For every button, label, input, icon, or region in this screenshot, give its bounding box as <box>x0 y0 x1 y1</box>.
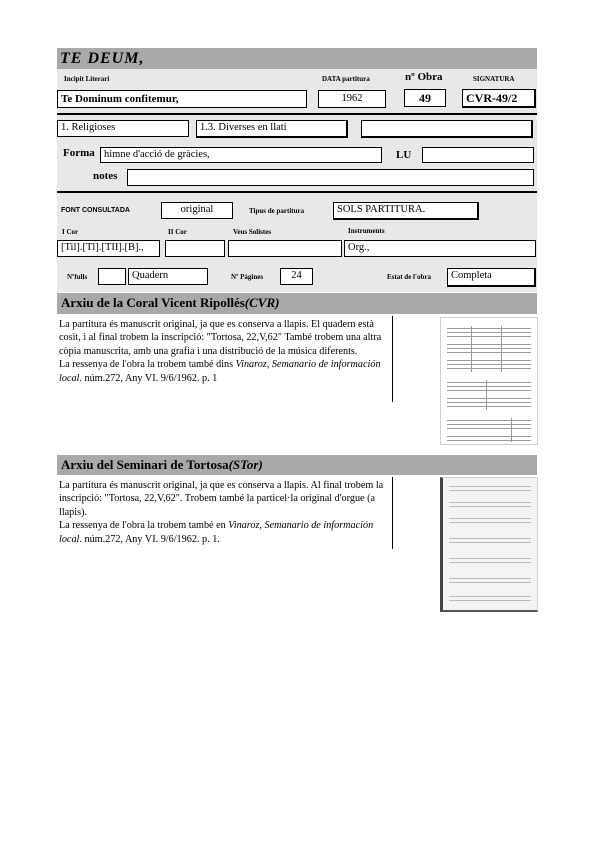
review-text: La ressenya de l'obra la trobem també en <box>59 520 229 532</box>
npagines-field[interactable]: 24 <box>280 268 313 285</box>
description-paragraph: La partitura és manuscrit original, ja que es conserva a llapis. Al final trobem la inscripció: "Tortosa, 22,V,62". Trobem també la particel·la original d'orgue (a llapis). <box>59 480 384 518</box>
incipit-field[interactable]: Te Dominum confitemur, <box>57 90 307 108</box>
description-paragraph: La partitura és manuscrit original, ja que es conserva a llapis. El quadern està cosit, i al final trobem la inscripció: "Tortosa, 22,V,62" També trobem una altra còpia manuscrita, amb una grafia i una distribució de la música diferents. <box>59 319 382 357</box>
data-label: DATA partitura <box>322 75 370 83</box>
instruments-label: Instruments <box>348 227 385 235</box>
review-paragraph <box>59 519 389 546</box>
archive-name: Arxiu de la Coral Vicent Ripollés <box>61 295 245 310</box>
iicor-label: II Cor <box>168 228 187 236</box>
veus-label: Veus Solistes <box>233 228 272 236</box>
forma-label: Forma <box>63 147 95 159</box>
font-consultada-field[interactable]: original <box>161 202 233 219</box>
review-publication: Vinaroz, Semanario de información local <box>59 520 374 545</box>
nfulls-field[interactable] <box>98 268 126 285</box>
extra-category-field[interactable] <box>361 120 533 138</box>
archive-name: Arxiu del Seminari de Tortosa <box>61 457 229 472</box>
notes-field[interactable] <box>127 169 534 186</box>
lu-field[interactable] <box>422 147 534 163</box>
signatura-field[interactable]: CVR-49/2 <box>462 89 536 108</box>
review-publication: Vinaroz, Semanario de información local <box>59 359 381 384</box>
review-reference: . núm.272, Any VI. 9/6/1962. p. 1 <box>79 372 218 384</box>
iicor-field[interactable] <box>165 240 225 257</box>
tipus-label: Tipus de partitura <box>249 207 305 215</box>
review-paragraph <box>59 358 389 385</box>
archive-description <box>59 479 389 546</box>
category-field[interactable]: 1. Religioses <box>57 120 189 137</box>
archive-code: (CVR) <box>244 295 280 310</box>
font-consultada-label: FONT CONSULTADA <box>61 207 130 214</box>
archive-code: (STor) <box>228 457 263 472</box>
review-text: La ressenya de l'obra la trobem també dins <box>59 359 236 371</box>
estat-label: Estat de l'obra <box>387 273 431 281</box>
archive-title <box>57 455 537 475</box>
tipus-field[interactable]: SOLS PARTITURA. <box>333 202 479 220</box>
instruments-field[interactable]: Org., <box>344 240 536 257</box>
forma-field[interactable]: himne d'acció de gràcies, <box>100 147 382 163</box>
score-thumbnail[interactable] <box>440 477 538 612</box>
subcategory-field[interactable]: 1.3. Diverses en llatí <box>196 120 348 138</box>
veus-field[interactable] <box>228 240 342 257</box>
column-divider <box>392 316 393 402</box>
notes-label: notes <box>93 170 118 182</box>
npagines-label: Nº Pàgines <box>231 273 264 281</box>
nobra-label: nº Obra <box>405 71 443 83</box>
lu-label: LU <box>396 149 412 161</box>
archive-description <box>59 318 389 385</box>
column-divider <box>392 477 393 549</box>
format-field[interactable]: Quadern <box>128 268 208 285</box>
incipit-label: Incipit Literari <box>64 75 110 83</box>
nobra-field[interactable]: 49 <box>404 89 446 107</box>
icor-label: I Cor <box>62 228 79 236</box>
work-title: TE DEUM, <box>60 50 145 67</box>
score-thumbnail[interactable] <box>440 317 538 445</box>
archive-title <box>57 293 537 314</box>
data-field[interactable]: 1962 <box>318 90 386 108</box>
review-reference: . núm.272, Any VI. 9/6/1962. p. 1. <box>79 533 220 545</box>
estat-field[interactable]: Completa <box>447 268 536 287</box>
nfulls-label: Nºfulls <box>67 273 88 281</box>
icor-field[interactable]: [Til].[Tl].[TII].[B]., <box>57 240 160 257</box>
signatura-label: SIGNATURA <box>473 75 515 83</box>
